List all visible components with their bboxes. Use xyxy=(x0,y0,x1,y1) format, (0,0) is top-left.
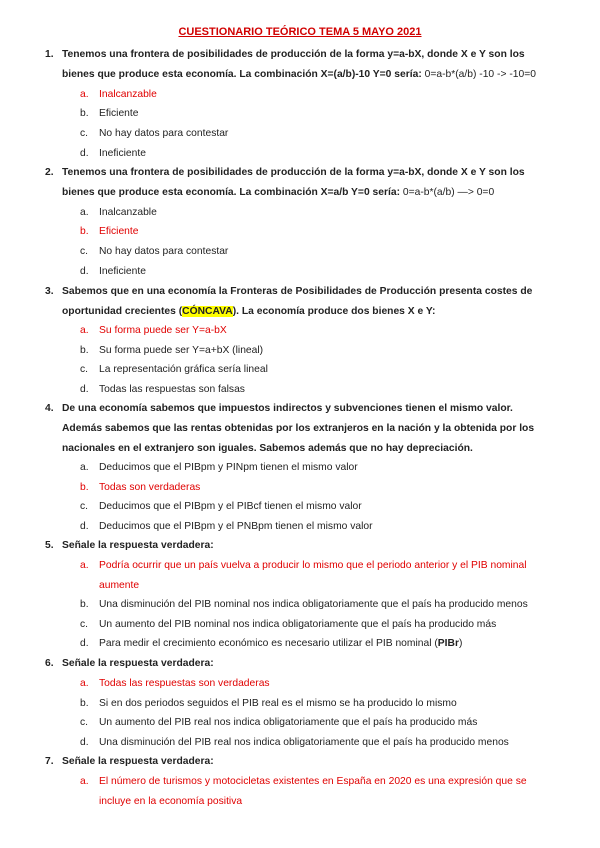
question-1-option-b: b. Eficiente xyxy=(80,108,139,119)
question-4-option-d: d. Deducimos que el PIBpm y el PNBpm tienen el mismo valor xyxy=(80,521,373,532)
question-6-option-c: c. Un aumento del PIB real nos indica obligatoriamente que el país ha producido más xyxy=(80,717,478,728)
question-4-line-2: Además sabemos que las rentas obtenidas por los extranjeros en la nación y la obtenida por los xyxy=(62,423,535,434)
question-2-line-2: bienes que produce esta economía. La combinación X=a/b Y=0 sería: 0=a-b*(a/b) —> 0=0 xyxy=(62,187,495,198)
highlight-concava: CÓNCAVA xyxy=(182,306,233,317)
question-1-option-d: d. Ineficiente xyxy=(80,148,146,159)
question-4-option-b: b. Todas son verdaderas xyxy=(80,482,201,493)
question-4-line-3: nacionales en el extranjero son iguales. Sabemos además que no hay depreciación. xyxy=(62,443,473,454)
question-2-option-c: c. No hay datos para contestar xyxy=(80,246,229,257)
question-5-option-a-continued: aumente xyxy=(99,580,140,591)
question-7-option-a: a. El número de turismos y motocicletas existentes en España en 2020 es una expresión que se xyxy=(80,776,527,787)
question-1-option-a: a. Inalcanzable xyxy=(80,89,157,100)
question-5-option-a: a. Podría ocurrir que un país vuelva a producir lo mismo que el periodo anterior y el PIB nominal xyxy=(80,560,527,571)
question-5-prompt: Señale la respuesta verdadera: xyxy=(62,540,214,551)
question-6-option-d: d. Una disminución del PIB real nos indica obligatoriamente que el país ha producido menos xyxy=(80,737,509,748)
question-3-option-d: d. Todas las respuestas son falsas xyxy=(80,384,245,395)
question-6-prompt: Señale la respuesta verdadera: xyxy=(62,658,214,669)
question-1-number: 1. xyxy=(45,49,54,60)
question-3-line-1: Sabemos que en una economía la Fronteras de Posibilidades de Producción presenta costes de xyxy=(62,286,533,297)
question-2-number: 2. xyxy=(45,167,54,178)
question-7-option-a-continued: incluye en la economía positiva xyxy=(99,796,243,807)
question-5-option-c: c. Un aumento del PIB nominal nos indica obligatoriamente que el país ha producido más xyxy=(80,619,497,630)
question-4-option-c: c. Deducimos que el PIBpm y el PIBcf tienen el mismo valor xyxy=(80,501,362,512)
question-7-number: 7. xyxy=(45,756,54,767)
question-3-line-2: oportunidad crecientes (CÓNCAVA). La economía produce dos bienes X e Y: xyxy=(62,306,436,317)
question-3-option-a: a. Su forma puede ser Y=a-bX xyxy=(80,325,227,336)
question-4-line-1: De una economía sabemos que impuestos indirectos y subvenciones tienen el mismo valor. xyxy=(62,403,513,414)
question-6-option-b: b. Si en dos periodos seguidos el PIB real es el mismo se ha producido lo mismo xyxy=(80,698,457,709)
question-1-option-c: c. No hay datos para contestar xyxy=(80,128,229,139)
question-3-number: 3. xyxy=(45,286,54,297)
question-2-line-1: Tenemos una frontera de posibilidades de producción de la forma y=a-bX, donde X e Y son los xyxy=(62,167,525,178)
question-3-option-c: c. La representación gráfica sería lineal xyxy=(80,364,268,375)
question-4-number: 4. xyxy=(45,403,54,414)
question-5-option-b: b. Una disminución del PIB nominal nos indica obligatoriamente que el país ha producido menos xyxy=(80,599,528,610)
question-1-line-2: bienes que produce esta economía. La combinación X=(a/b)-10 Y=0 sería: 0=a-b*(a/b) -10 -> -10=0 xyxy=(62,69,536,80)
question-6-number: 6. xyxy=(45,658,54,669)
question-7-prompt: Señale la respuesta verdadera: xyxy=(62,756,214,767)
question-3-option-b: b. Su forma puede ser Y=a+bX (lineal) xyxy=(80,345,264,356)
question-5-number: 5. xyxy=(45,540,54,551)
page-title: CUESTIONARIO TEÓRICO TEMA 5 MAYO 2021 xyxy=(178,26,422,38)
question-1-line-1: Tenemos una frontera de posibilidades de producción de la forma y=a-bX, donde X e Y son los xyxy=(62,49,525,60)
question-5-option-d: d. Para medir el crecimiento económico es necesario utilizar el PIB nominal (PIBr) xyxy=(80,638,463,649)
question-6-option-a: a. Todas las respuestas son verdaderas xyxy=(80,678,270,689)
question-2-option-b: b. Eficiente xyxy=(80,226,139,237)
question-4-option-a: a. Deducimos que el PIBpm y PINpm tienen el mismo valor xyxy=(80,462,358,473)
question-2-option-a: a. Inalcanzable xyxy=(80,207,157,218)
question-2-option-d: d. Ineficiente xyxy=(80,266,146,277)
